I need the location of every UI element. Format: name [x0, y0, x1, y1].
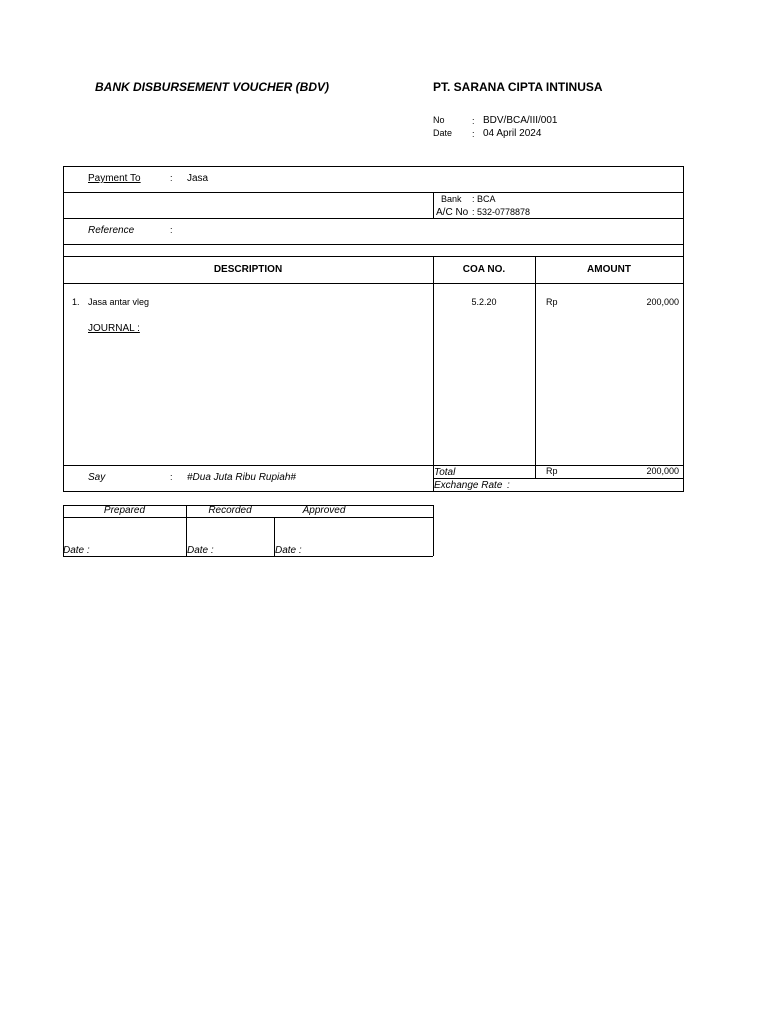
no-separator: :	[472, 116, 475, 126]
company-name: PT. SARANA CIPTA INTINUSA	[433, 80, 603, 94]
payment-to-label: Payment To	[88, 173, 141, 184]
row-amount: 200,000	[646, 297, 679, 307]
date-label: Date	[433, 128, 453, 138]
description-header: DESCRIPTION	[213, 264, 283, 275]
say-separator: :	[170, 472, 173, 482]
prepared-label: Prepared	[103, 505, 146, 516]
voucher-number: BDV/BCA/III/001	[483, 115, 558, 126]
reference-label: Reference	[88, 225, 135, 236]
payment-to-value: Jasa	[187, 173, 209, 184]
bank-label: Bank	[441, 194, 462, 204]
account-number-value: : 532-0778878	[472, 207, 531, 217]
amount-in-words: #Dua Juta Ribu Rupiah#	[187, 472, 296, 483]
recorded-label: Recorded	[208, 505, 252, 516]
bank-value: : BCA	[472, 194, 496, 204]
total-label: Total	[434, 467, 456, 478]
voucher-date: 04 April 2024	[483, 128, 542, 139]
prepared-date-label: Date :	[63, 545, 90, 556]
date-separator: :	[472, 129, 475, 139]
say-label: Say	[88, 472, 106, 483]
payment-to-separator: :	[170, 173, 173, 183]
account-number-label: A/C No	[436, 207, 469, 218]
exchange-rate-label: Exchange Rate	[434, 480, 503, 491]
recorded-date-label: Date :	[187, 545, 214, 556]
reference-separator: :	[170, 225, 173, 235]
approved-date-label: Date :	[275, 545, 302, 556]
total-currency: Rp	[546, 466, 558, 476]
row-description: Jasa antar vleg	[88, 297, 150, 307]
total-amount: 200,000	[646, 466, 679, 476]
journal-label: JOURNAL :	[88, 323, 140, 334]
coa-header: COA NO.	[462, 264, 506, 275]
voucher-title: BANK DISBURSEMENT VOUCHER (BDV)	[95, 80, 330, 94]
amount-header: AMOUNT	[587, 264, 631, 275]
exchange-rate-separator: :	[507, 480, 510, 491]
approved-label: Approved	[302, 505, 346, 516]
no-label: No	[433, 115, 445, 125]
row-number: 1.	[72, 297, 80, 307]
row-coa: 5.2.20	[471, 297, 497, 307]
row-currency: Rp	[546, 297, 558, 307]
